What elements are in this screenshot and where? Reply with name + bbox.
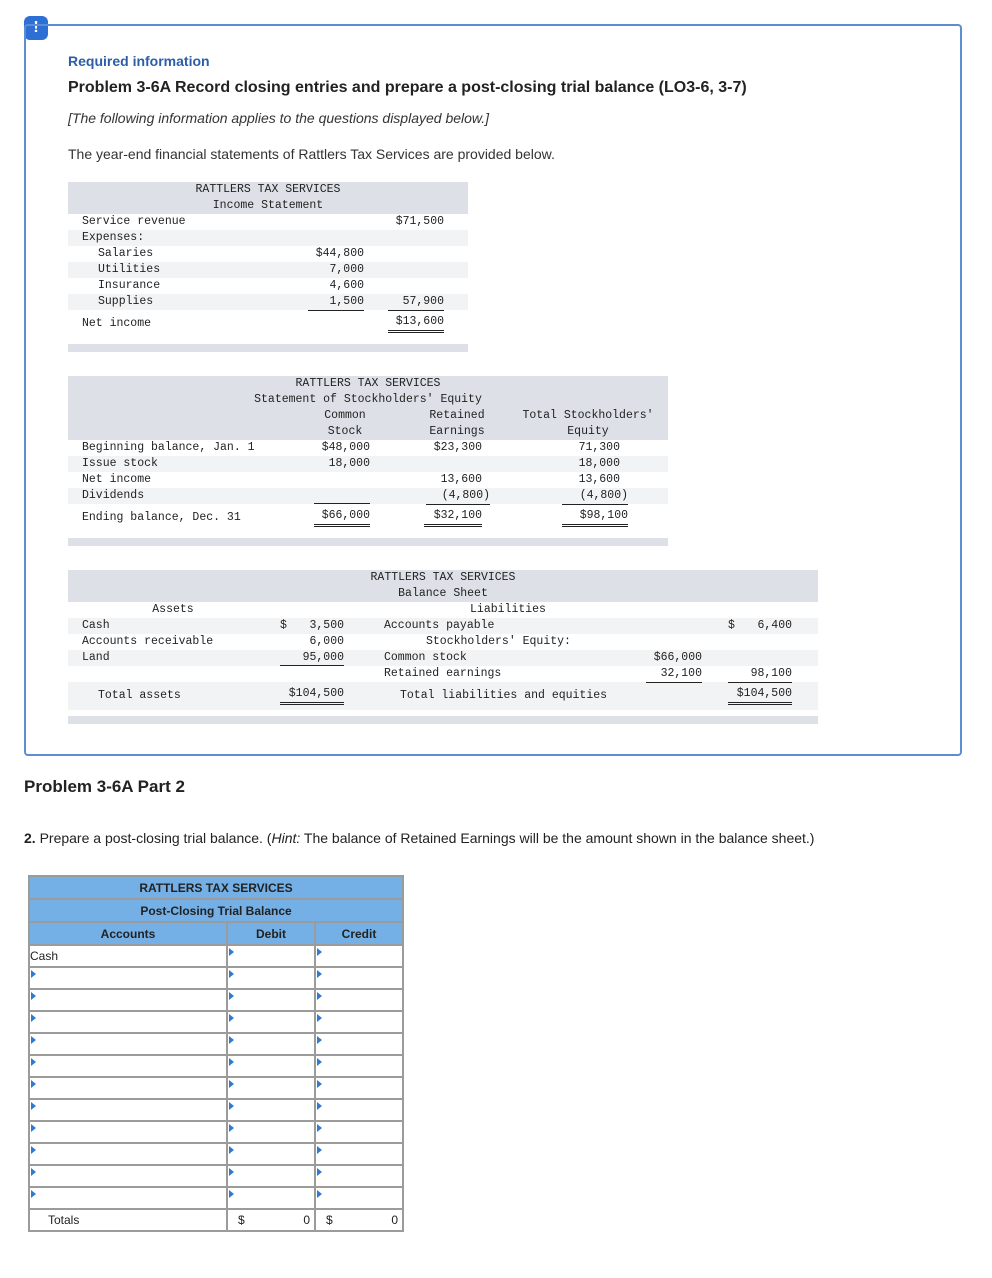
credit-input[interactable]	[315, 1099, 403, 1121]
input-marker-icon	[317, 1102, 322, 1110]
column-header: Total Stockholders'	[522, 409, 654, 422]
account-dropdown[interactable]	[29, 1165, 227, 1187]
question-number: 2.	[24, 830, 36, 846]
dropdown-marker-icon	[31, 992, 36, 1000]
line-label: Utilities	[98, 263, 161, 276]
dropdown-marker-icon	[31, 1102, 36, 1110]
input-marker-icon	[229, 1014, 234, 1022]
credit-input[interactable]	[315, 1055, 403, 1077]
required-info-label: Required information	[68, 53, 210, 69]
input-marker-icon	[229, 1124, 234, 1132]
cell: 71,300	[578, 441, 620, 454]
line-amount: 1,500	[308, 294, 364, 311]
line-label: Net income	[82, 317, 152, 330]
input-marker-icon	[229, 992, 234, 1000]
account-dropdown[interactable]	[29, 989, 227, 1011]
dropdown-marker-icon	[31, 1080, 36, 1088]
account-dropdown[interactable]	[29, 1187, 227, 1209]
account-dropdown[interactable]	[29, 1143, 227, 1165]
cell: $23,300	[433, 441, 482, 454]
line-label: Supplies	[98, 295, 154, 308]
cell: 18,000	[328, 457, 370, 470]
net-income-amount: $13,600	[388, 314, 444, 333]
cell: 6,400	[757, 619, 792, 632]
credit-input[interactable]	[315, 989, 403, 1011]
equity-statement	[68, 376, 668, 546]
cell: 32,100	[646, 666, 702, 683]
cell: 13,600	[440, 473, 482, 486]
line-label: Service revenue	[82, 215, 186, 228]
question-part-b: The balance of Retained Earnings will be the amount shown in the balance sheet.)	[300, 830, 815, 846]
cell: 98,100	[728, 666, 792, 683]
column-header: Equity	[567, 425, 609, 438]
section-heading: Assets	[152, 603, 194, 616]
question-part-a: Prepare a post-closing trial balance. (	[35, 830, 272, 846]
credit-input[interactable]	[315, 967, 403, 989]
dollar-sign: $	[238, 1213, 245, 1227]
account-dropdown[interactable]	[29, 1099, 227, 1121]
input-marker-icon	[229, 948, 234, 956]
table-company: RATTLERS TAX SERVICES	[29, 876, 403, 899]
dropdown-marker-icon	[31, 1124, 36, 1132]
cell: 18,000	[578, 457, 620, 470]
row-label: Land	[82, 651, 110, 664]
account-dropdown[interactable]	[29, 1121, 227, 1143]
input-marker-icon	[317, 1124, 322, 1132]
column-header: Common	[324, 409, 366, 422]
part2-title: Problem 3-6A Part 2	[24, 777, 185, 796]
accounts-column-header: Accounts	[29, 922, 227, 945]
debit-input[interactable]	[227, 1121, 315, 1143]
credit-input[interactable]	[315, 1033, 403, 1055]
dropdown-marker-icon	[31, 1146, 36, 1154]
cell: 13,600	[578, 473, 620, 486]
input-marker-icon	[229, 1036, 234, 1044]
input-marker-icon	[317, 1080, 322, 1088]
input-marker-icon	[317, 1014, 322, 1022]
row-label: Ending balance, Dec. 31	[82, 511, 241, 524]
row-label: Accounts receivable	[82, 635, 214, 648]
question-text	[24, 830, 814, 846]
input-marker-icon	[317, 1058, 322, 1066]
problem-title: Problem 3-6A Record closing entries and prepare a post-closing trial balance (LO3-6, 3-7)	[68, 79, 747, 96]
input-marker-icon	[317, 1168, 322, 1176]
debit-input[interactable]	[227, 1165, 315, 1187]
input-marker-icon	[229, 1168, 234, 1176]
statement-title: Statement of Stockholders' Equity	[254, 393, 482, 406]
account-dropdown[interactable]	[29, 1077, 227, 1099]
row-label: Beginning balance, Jan. 1	[82, 441, 255, 454]
dollar-sign: $	[728, 619, 735, 632]
cell: 3,500	[309, 619, 344, 632]
dropdown-marker-icon	[31, 1058, 36, 1066]
debit-input[interactable]	[227, 1055, 315, 1077]
company-name: RATTLERS TAX SERVICES	[370, 571, 516, 584]
row-label: Cash	[82, 619, 110, 632]
section-heading: Liabilities	[470, 603, 546, 616]
credit-column-header: Credit	[315, 922, 403, 945]
credit-input[interactable]	[315, 1187, 403, 1209]
line-label: Salaries	[98, 247, 154, 260]
input-marker-icon	[229, 970, 234, 978]
dropdown-marker-icon	[31, 1036, 36, 1044]
dollar-sign: $	[280, 619, 287, 632]
account-cell-cash[interactable]: Cash	[29, 945, 227, 967]
input-marker-icon	[317, 948, 322, 956]
credit-input[interactable]	[315, 1121, 403, 1143]
account-dropdown[interactable]	[29, 1033, 227, 1055]
debit-input[interactable]	[227, 945, 315, 967]
intro-text: The year-end financial statements of Rattlers Tax Services are provided below.	[68, 146, 555, 162]
applies-note: [The following information applies to the questions displayed below.]	[68, 110, 490, 126]
column-header: Earnings	[429, 425, 485, 438]
alert-icon: !	[24, 16, 48, 40]
debit-column-header: Debit	[227, 922, 315, 945]
income-statement	[68, 182, 468, 352]
account-dropdown[interactable]	[29, 1055, 227, 1077]
line-label: Insurance	[98, 279, 161, 292]
credit-input[interactable]	[315, 1165, 403, 1187]
row-label: Retained earnings	[384, 667, 502, 680]
dropdown-marker-icon	[31, 1190, 36, 1198]
input-marker-icon	[229, 1080, 234, 1088]
cell: $98,100	[562, 508, 628, 527]
debit-total	[227, 1209, 315, 1231]
row-label: Net income	[82, 473, 152, 486]
debit-input[interactable]	[227, 1187, 315, 1209]
row-label: Total liabilities and equities	[400, 689, 608, 702]
statement-title: Income Statement	[212, 199, 324, 212]
table-title: Post-Closing Trial Balance	[29, 899, 403, 922]
row-label: Issue stock	[82, 457, 158, 470]
dropdown-marker-icon	[31, 1168, 36, 1176]
credit-input[interactable]	[315, 1011, 403, 1033]
credit-input[interactable]	[315, 945, 403, 967]
cell: $48,000	[321, 441, 370, 454]
debit-input[interactable]	[227, 967, 315, 989]
input-marker-icon	[317, 1146, 322, 1154]
dollar-sign: $	[326, 1213, 333, 1227]
debit-input[interactable]	[227, 1099, 315, 1121]
line-amount: 7,000	[329, 263, 364, 276]
cell: (4,800)	[562, 488, 628, 505]
debit-total-value: 0	[303, 1213, 310, 1227]
debit-input[interactable]	[227, 1033, 315, 1055]
input-marker-icon	[229, 1190, 234, 1198]
balance-sheet	[68, 570, 818, 724]
total-le-amount: $104,500	[728, 686, 792, 705]
column-header: Stock	[327, 425, 363, 438]
row-label: Common stock	[384, 651, 467, 664]
row-label: Total assets	[98, 689, 181, 702]
cell: $66,000	[653, 651, 702, 664]
total-assets-amount: $104,500	[280, 686, 344, 705]
line-amount: 57,900	[388, 294, 444, 311]
debit-input[interactable]	[227, 1143, 315, 1165]
input-marker-icon	[317, 970, 322, 978]
cell: $32,100	[424, 508, 482, 527]
row-label: Accounts payable	[384, 619, 495, 632]
input-marker-icon	[229, 1058, 234, 1066]
credit-input[interactable]	[315, 1077, 403, 1099]
row-label: Stockholders' Equity:	[426, 635, 571, 648]
trial-balance-table	[28, 875, 404, 1232]
input-marker-icon	[317, 992, 322, 1000]
column-header: Retained	[429, 409, 485, 422]
line-label: Expenses:	[82, 231, 145, 244]
debit-input[interactable]	[227, 989, 315, 1011]
input-marker-icon	[317, 1036, 322, 1044]
cell: 95,000	[302, 651, 344, 664]
cell: 6,000	[309, 635, 344, 648]
debit-input[interactable]	[227, 1011, 315, 1033]
company-name: RATTLERS TAX SERVICES	[295, 377, 441, 390]
credit-total-value: 0	[391, 1213, 398, 1227]
totals-label: Totals	[29, 1209, 227, 1231]
input-marker-icon	[229, 1102, 234, 1110]
credit-input[interactable]	[315, 1143, 403, 1165]
cell: (4,800)	[426, 488, 490, 505]
input-marker-icon	[317, 1190, 322, 1198]
input-marker-icon	[229, 1146, 234, 1154]
account-dropdown[interactable]	[29, 1011, 227, 1033]
statement-title: Balance Sheet	[398, 587, 488, 600]
dropdown-marker-icon	[31, 1014, 36, 1022]
hint-label: Hint:	[271, 830, 301, 846]
row-label: Dividends	[82, 489, 145, 502]
debit-input[interactable]	[227, 1077, 315, 1099]
account-dropdown[interactable]	[29, 967, 227, 989]
line-amount: $44,800	[315, 247, 364, 260]
dropdown-marker-icon	[31, 970, 36, 978]
credit-total	[315, 1209, 403, 1231]
line-amount: $71,500	[395, 215, 444, 228]
cell: $66,000	[314, 508, 370, 527]
company-name: RATTLERS TAX SERVICES	[195, 183, 341, 196]
line-amount: 4,600	[329, 279, 364, 292]
